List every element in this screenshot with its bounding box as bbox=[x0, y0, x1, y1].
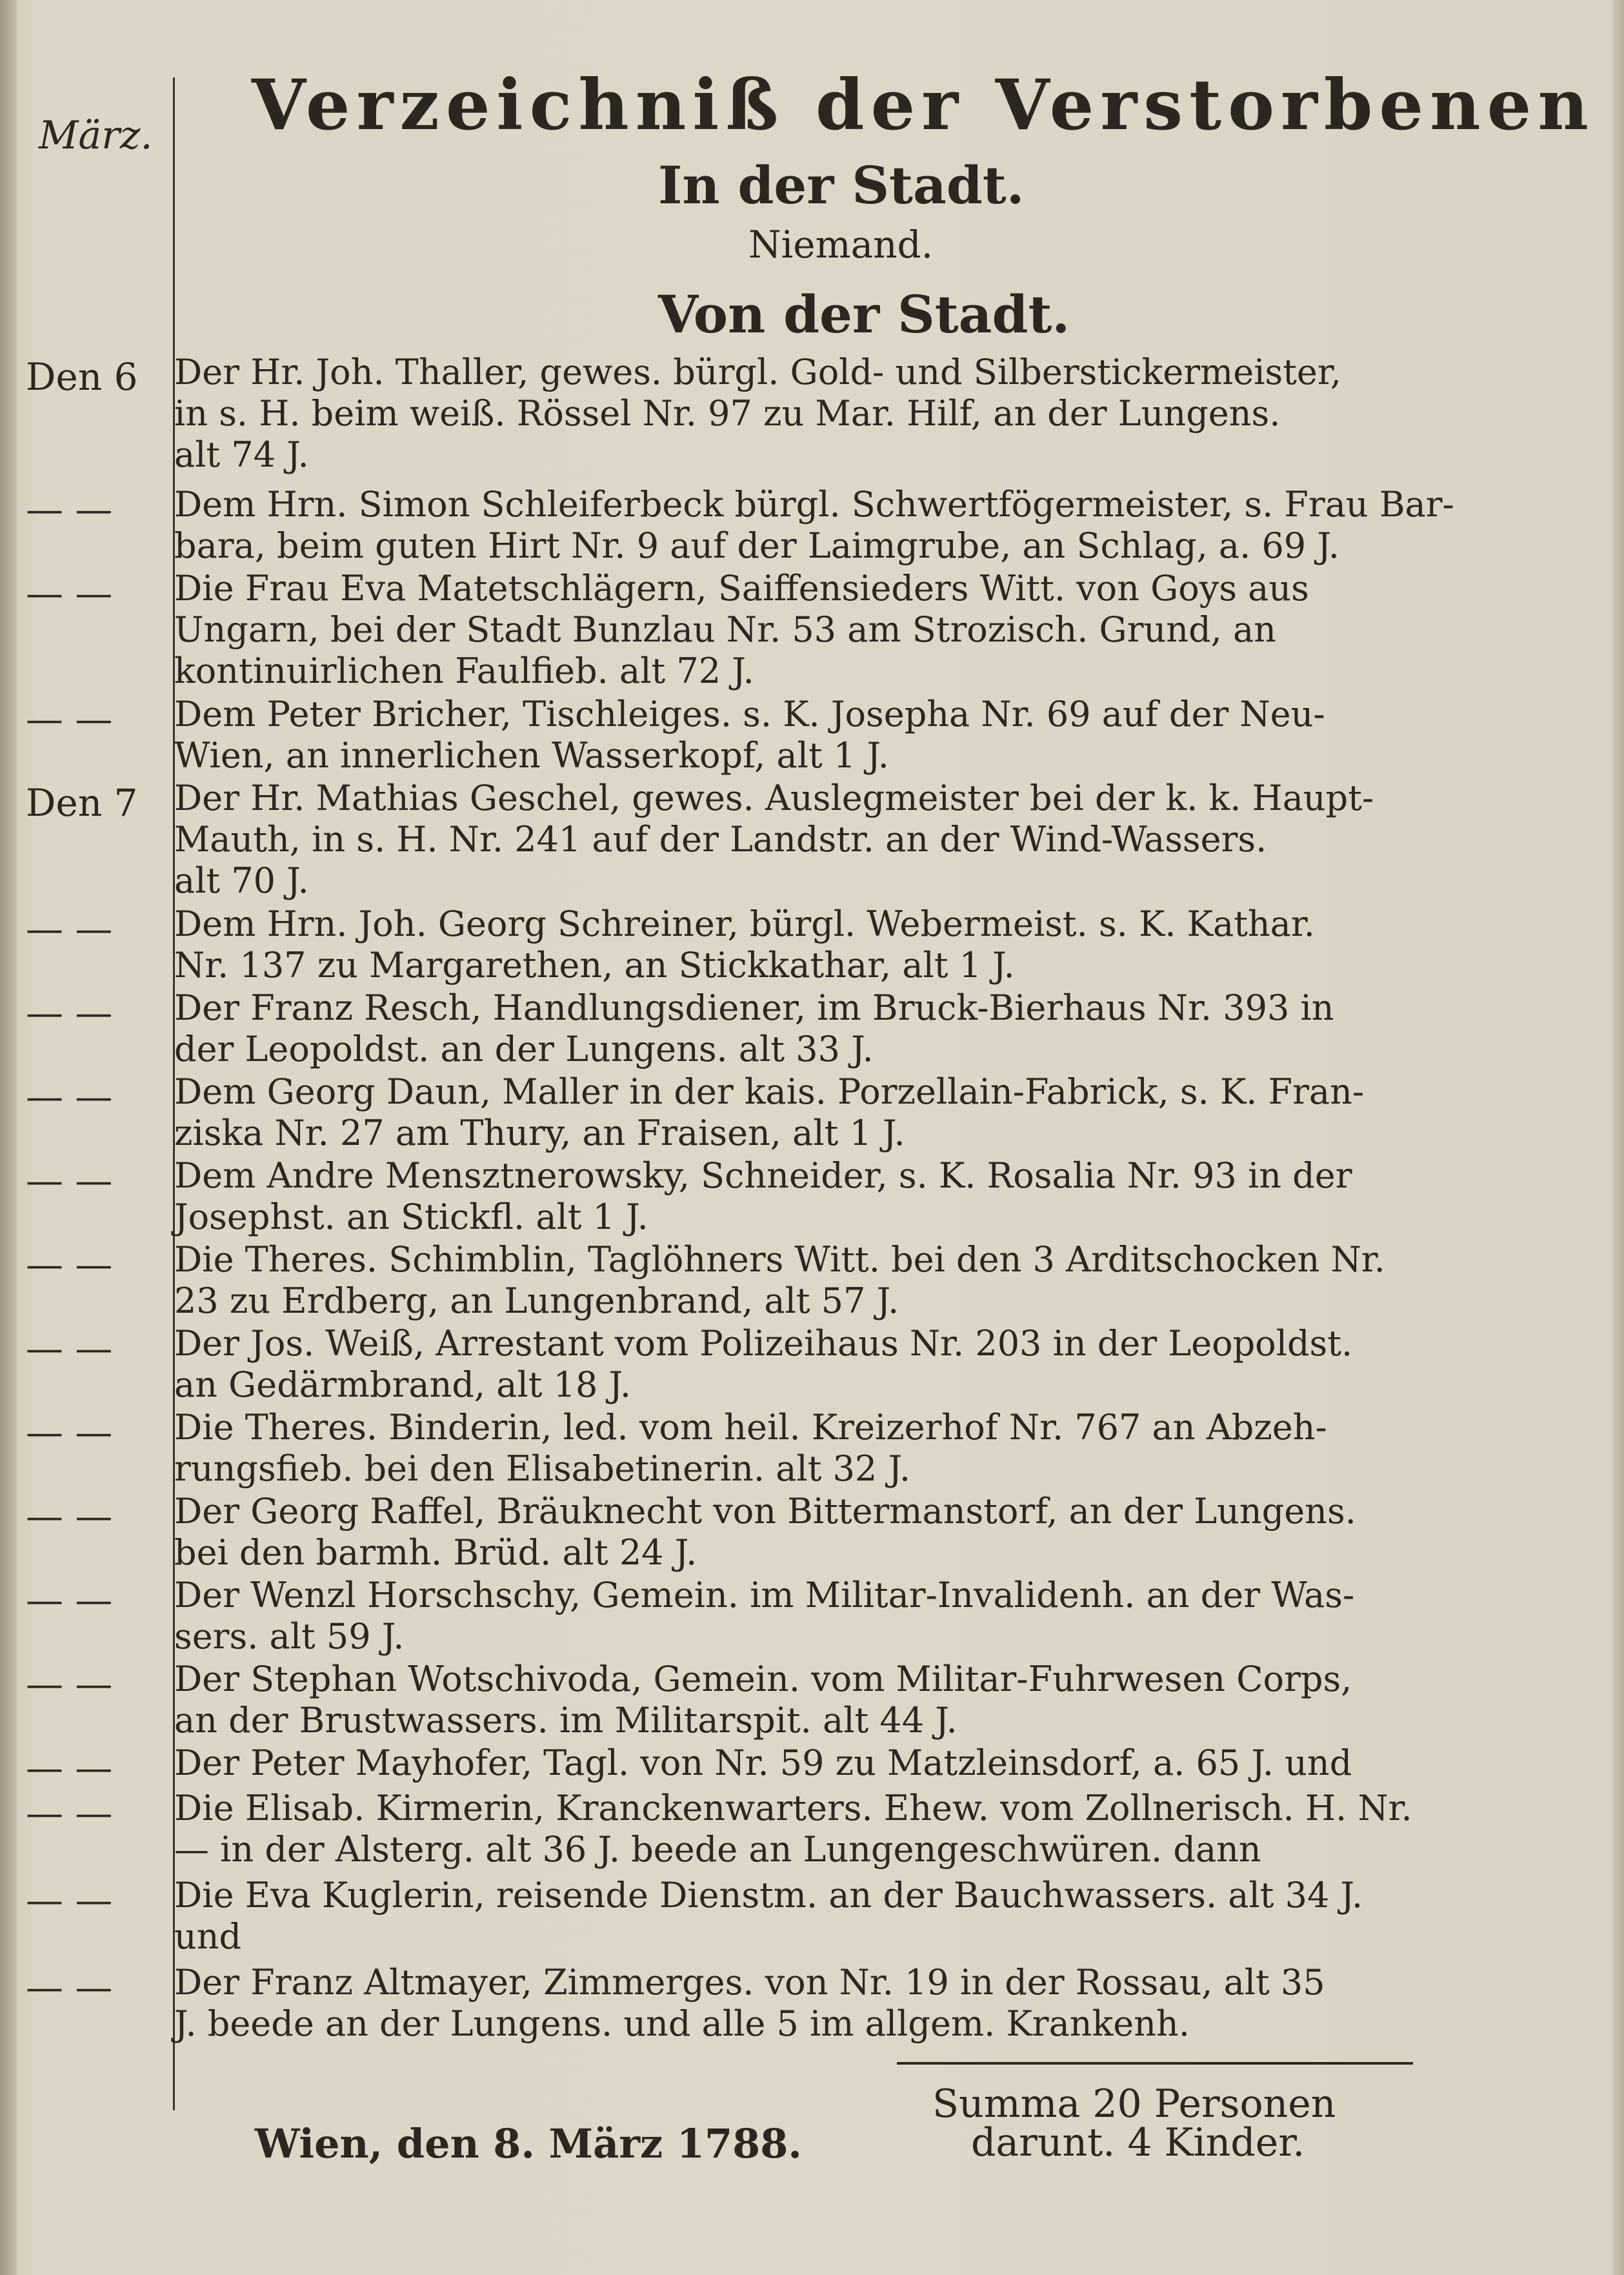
month-label: März. bbox=[39, 113, 153, 158]
entry-text: Dem Hrn. Simon Schleiferbeck bürgl. Schwertfögermeister, s. Frau Bar- bara, beim guten Hirt Nr. 9 auf der Laimgrube, an Schlag, a. 69 J. bbox=[174, 484, 1454, 566]
entry-date: — — bbox=[26, 1242, 113, 1286]
entry-date: — — bbox=[26, 1662, 113, 1706]
page-title: Verzeichniß der Verstorbenen bbox=[252, 65, 1595, 146]
entry-text: Der Wenzl Horschschy, Gemein. im Militar-Invalidenh. an der Was- sers. alt 59 J. bbox=[174, 1575, 1355, 1657]
place-and-date: Wien, den 8. März 1788. bbox=[255, 2120, 802, 2167]
entry-date: — — bbox=[26, 697, 113, 741]
entry-date: — — bbox=[26, 1746, 113, 1790]
entry-text: Die Frau Eva Matetschlägern, Saiffensieders Witt. von Goys aus Ungarn, bei der Stadt Bunzlau Nr. 53 am Strozisch. Grund, an kontinuirlichen Faulfieb. alt 72 J. bbox=[174, 568, 1309, 691]
entry-text: Der Hr. Joh. Thaller, gewes. bürgl. Gold- und Silberstickermeister, in s. H. beim weiß. Rössel Nr. 97 zu Mar. Hilf, an der Lungens. alt 74 J. bbox=[174, 352, 1341, 475]
entry-text: Der Peter Mayhofer, Tagl. von Nr. 59 zu Matzleinsdorf, a. 65 J. und bbox=[174, 1743, 1352, 1783]
entry-text: Der Franz Altmayer, Zimmerges. von Nr. 19 in der Rossau, alt 35 J. beede an der Lungens. und alle 5 im allgem. Krankenh. bbox=[174, 1962, 1325, 2044]
section-heading-city: In der Stadt. bbox=[658, 155, 1025, 216]
entry-date: — — bbox=[26, 1158, 113, 1202]
section-city-none: Niemand. bbox=[748, 223, 934, 267]
entry-date: Den 7 bbox=[26, 781, 138, 825]
entry-date: — — bbox=[26, 571, 113, 615]
entry-date: — — bbox=[26, 1578, 113, 1622]
entry-text: Dem Peter Bricher, Tischleiges. s. K. Josepha Nr. 69 auf der Neu- Wien, an innerlichen Wasserkopf, alt 1 J. bbox=[174, 694, 1325, 776]
section-heading-outside: Von der Stadt. bbox=[658, 284, 1070, 345]
entry-date: — — bbox=[26, 1075, 113, 1118]
entry-date: — — bbox=[26, 991, 113, 1035]
entry-date: — — bbox=[26, 1326, 113, 1370]
entry-date: — — bbox=[26, 1791, 113, 1835]
entry-date: — — bbox=[26, 907, 113, 951]
entry-date: — — bbox=[26, 1965, 113, 2009]
entry-text: Dem Hrn. Joh. Georg Schreiner, bürgl. Webermeist. s. K. Kathar. Nr. 137 zu Margarethen, an Stickkathar, alt 1 J. bbox=[174, 904, 1315, 986]
entry-date: — — bbox=[26, 487, 113, 531]
entry-text: Die Elisab. Kirmerin, Kranckenwarters. Ehew. vom Zollnerisch. H. Nr. — in der Alsterg. alt 36 J. beede an Lungengeschwüren. dann bbox=[174, 1788, 1412, 1870]
entry-text: Die Eva Kuglerin, reisende Dienstm. an der Bauchwassers. alt 34 J. und bbox=[174, 1875, 1363, 1957]
entry-date: Den 6 bbox=[26, 355, 138, 399]
entry-text: Der Hr. Mathias Geschel, gewes. Auslegmeister bei der k. k. Haupt- Mauth, in s. H. Nr. 241 auf der Landstr. an der Wind-Wassers. alt 70 J. bbox=[174, 778, 1374, 901]
entry-text: Der Franz Resch, Handlungsdiener, im Bruck-Bierhaus Nr. 393 in der Leopoldst. an der Lungens. alt 33 J. bbox=[174, 987, 1334, 1069]
entry-text: Die Theres. Schimblin, Taglöhners Witt. bei den 3 Arditschocken Nr. 23 zu Erdberg, an Lungenbrand, alt 57 J. bbox=[174, 1239, 1385, 1321]
entry-date: — — bbox=[26, 1878, 113, 1922]
entry-text: Der Georg Raffel, Bräuknecht von Bittermanstorf, an der Lungens. bei den barmh. Brüd. alt 24 J. bbox=[174, 1491, 1356, 1573]
total-children: darunt. 4 Kinder. bbox=[971, 2120, 1305, 2165]
total-rule bbox=[897, 2062, 1413, 2065]
page-right-edge bbox=[1612, 0, 1624, 2275]
entry-date: — — bbox=[26, 1494, 113, 1538]
entry-text: Dem Georg Daun, Maller in der kais. Porzellain-Fabrick, s. K. Fran- ziska Nr. 27 am Thury, an Fraisen, alt 1 J. bbox=[174, 1071, 1365, 1153]
entry-text: Dem Andre Mensztnerowsky, Schneider, s. K. Rosalia Nr. 93 in der Josephst. an Stickfl. alt 1 J. bbox=[174, 1155, 1352, 1237]
binding-edge bbox=[0, 0, 17, 2275]
entry-date: — — bbox=[26, 1410, 113, 1454]
total-persons: Summa 20 Personen bbox=[932, 2081, 1336, 2127]
entry-text: Der Jos. Weiß, Arrestant vom Polizeihaus Nr. 203 in der Leopoldst. an Gedärmbrand, alt 18 J. bbox=[174, 1323, 1353, 1405]
entry-text: Der Stephan Wotschivoda, Gemein. vom Militar-Fuhrwesen Corps, an der Brustwassers. im Militarspit. alt 44 J. bbox=[174, 1659, 1352, 1741]
entry-text: Die Theres. Binderin, led. vom heil. Kreizerhof Nr. 767 an Abzeh- rungsfieb. bei den Elisabetinerin. alt 32 J. bbox=[174, 1407, 1327, 1489]
